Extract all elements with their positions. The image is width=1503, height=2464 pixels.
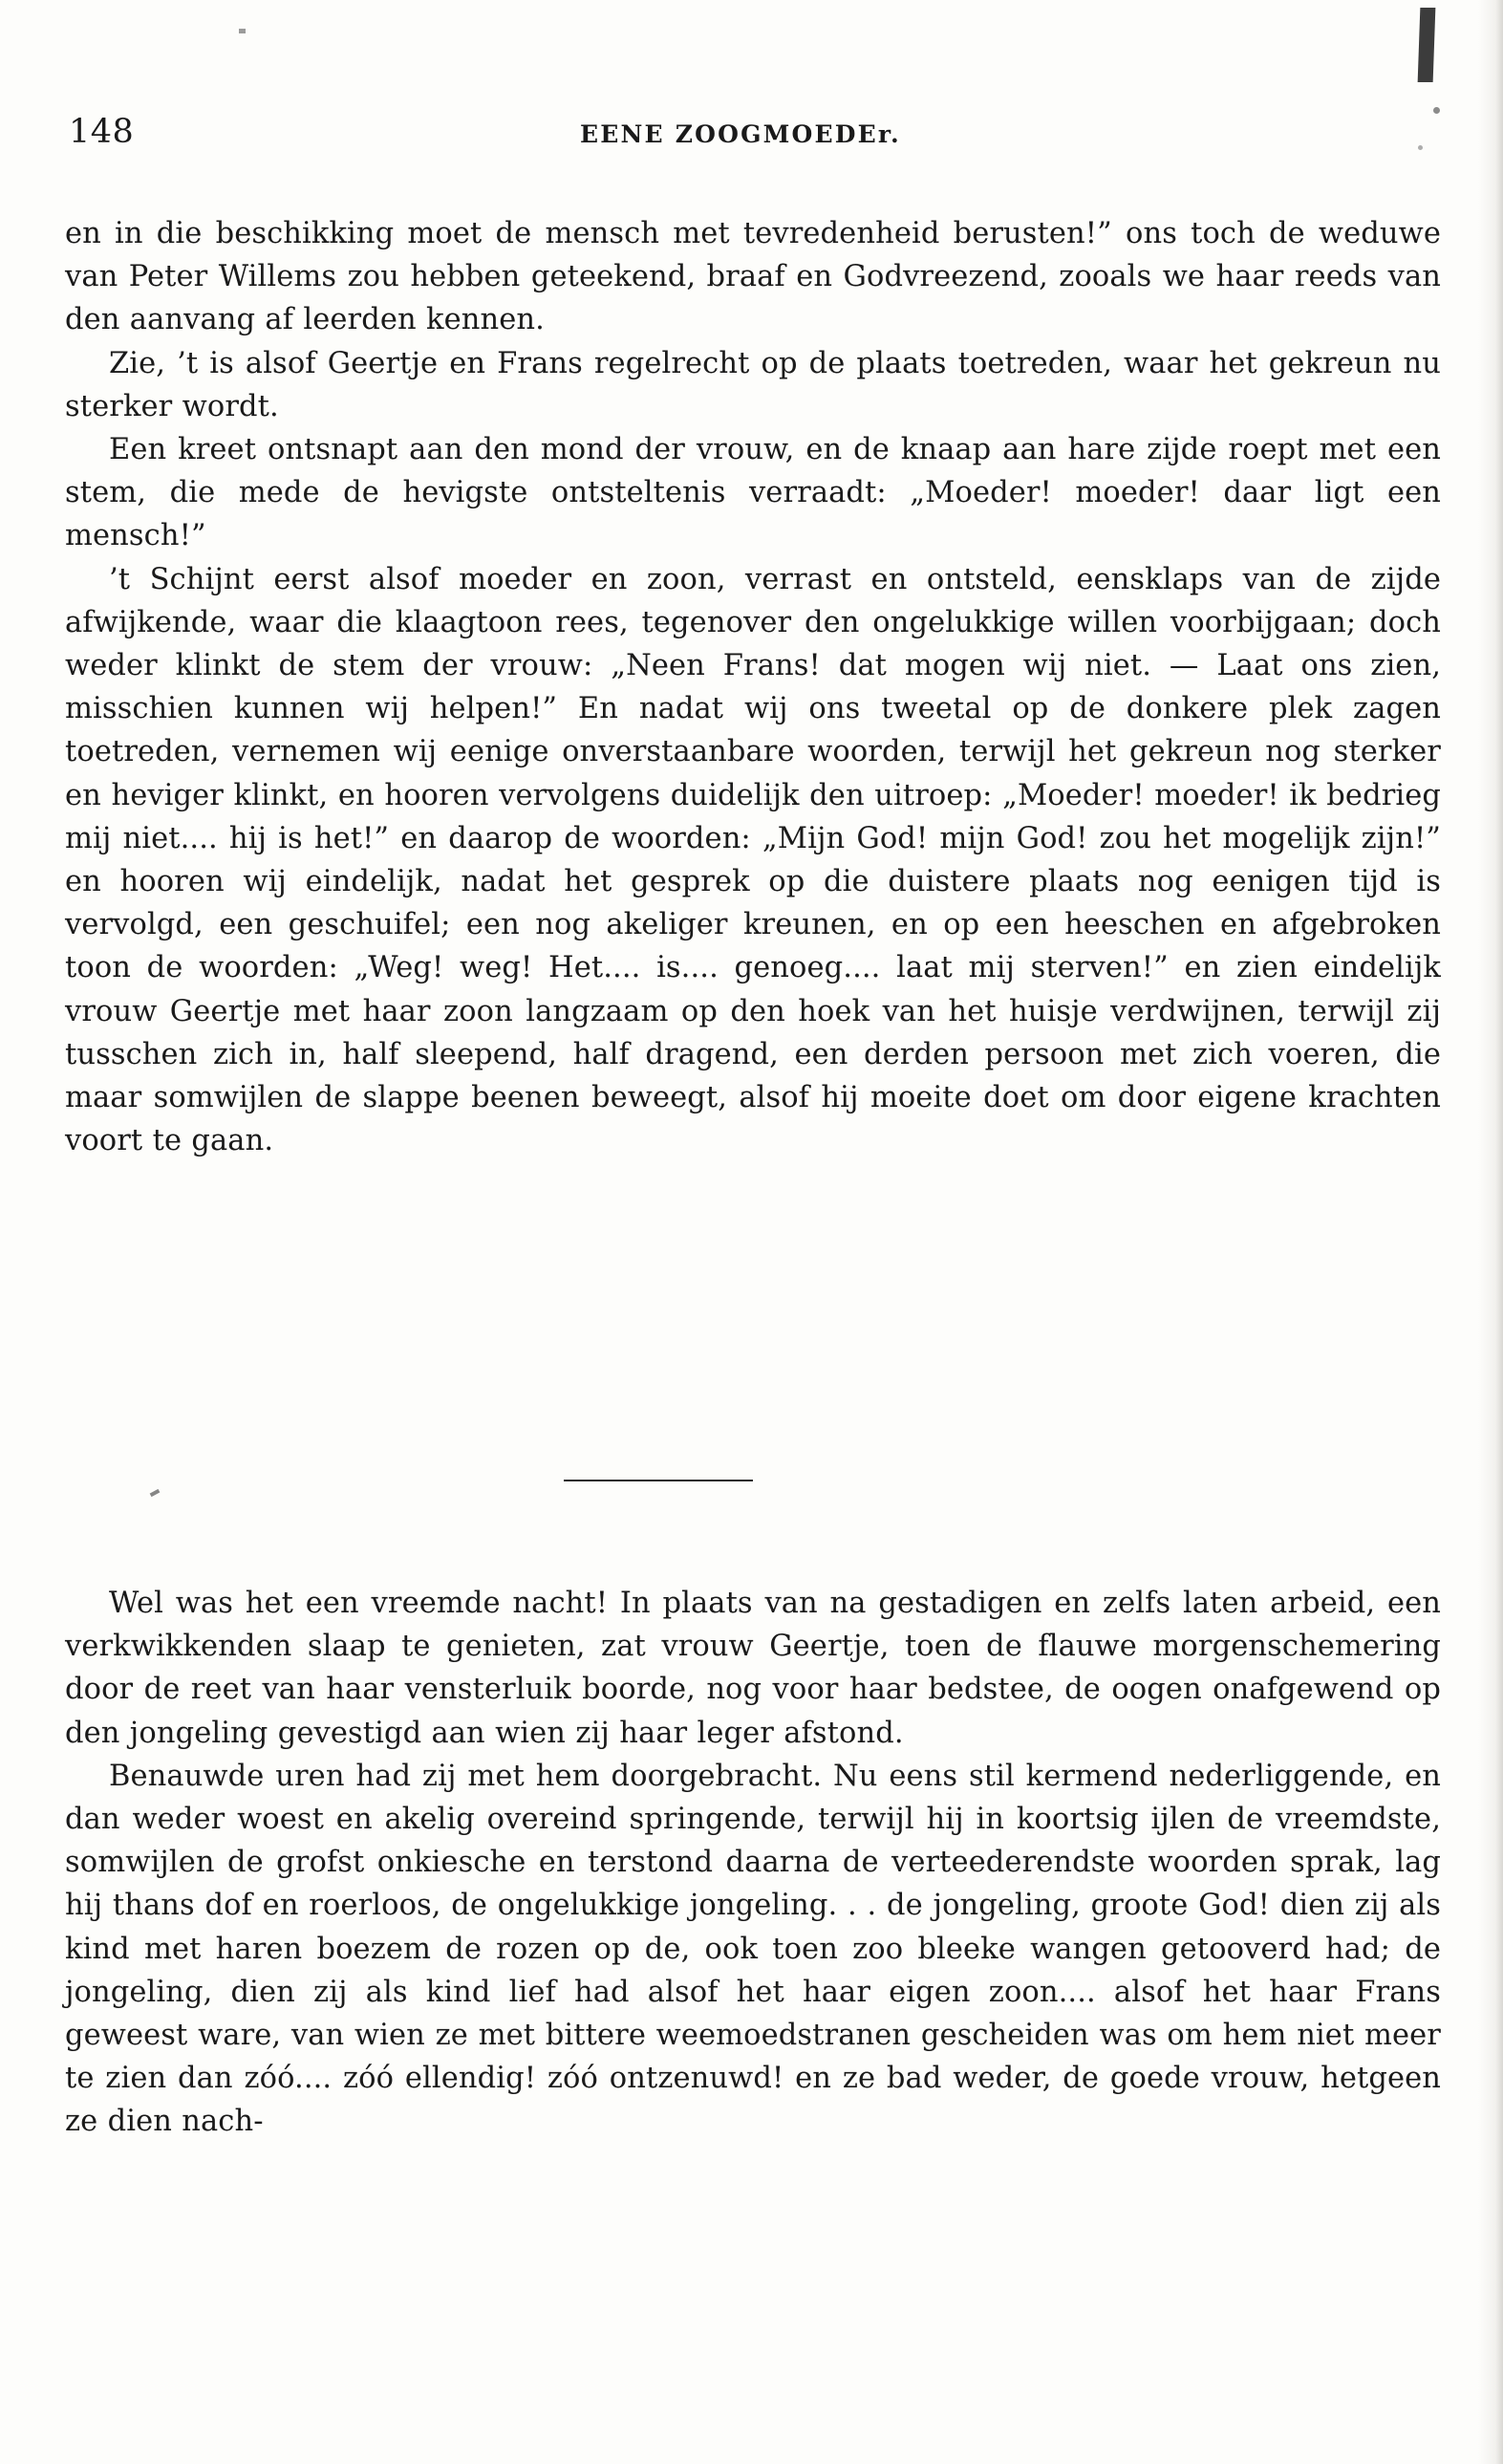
running-head bbox=[0, 113, 1503, 151]
running-head-title: EENE ZOOGMOEDEr. bbox=[580, 120, 901, 148]
paragraph: Wel was het een vreemde nacht! In plaats van na gestadigen en zelfs laten arbeid, een verkwikkenden slaap te genieten, zat vrouw Geertje, toen de flauwe morgenschemering door de reet van haar vensterluik boorde, nog voor haar bedstee, de oogen onafgewend op den jongeling gevestigd aan wien zij haar leger afstond. bbox=[65, 1587, 1441, 1750]
paragraph: Zie, ’t is alsof Geertje en Frans regelrecht op de plaats toetreden, waar het gekreun nu sterker wordt. bbox=[65, 346, 1441, 423]
body-text-block-upper bbox=[65, 212, 1441, 1162]
scan-speck bbox=[239, 29, 246, 33]
body-text-block-lower bbox=[65, 1582, 1441, 2144]
paragraph: Een kreet ontsnapt aan den mond der vrouw, en de knaap aan hare zijde roept met een stem, die mede de hevigste ontsteltenis verraadt: „Moeder! moeder! daar ligt een mensch!” bbox=[65, 433, 1441, 553]
paragraph: en in die beschikking moet de mensch met tevredenheid berusten!” ons toch de weduwe van Peter Willems zou hebben geteekend, braaf en Godvreezend, zooals we haar reeds van den aanvang af leerden kennen. bbox=[65, 217, 1441, 337]
scan-speck bbox=[150, 1489, 161, 1497]
page-number: 148 bbox=[69, 113, 135, 151]
paragraph: ’t Schijnt eerst alsof moeder en zoon, verrast en ontsteld, eensklaps van de zijde afwijkende, waar die klaagtoon rees, tegenover den ongelukkige willen voorbijgaan; doch weder klinkt de stem der vrouw: „Neen Frans! dat mogen wij niet. — Laat ons zien, misschien kunnen wij helpen!” En nadat wij ons tweetal op de donkere plek zagen toetreden, vernemen wij eenige onverstaanbare woorden, terwijl het gekreun nog sterker en heviger klinkt, en hooren vervolgens duidelijk den uitroep: „Moeder! moeder! ik bedrieg mij niet.... hij is het!” en daarop de woorden: „Mijn God! mijn God! zou het mogelijk zijn!” en hooren wij eindelijk, nadat het gesprek op die duistere plaats nog eenigen tijd is vervolgd, een geschuifel; een nog akeliger kreunen, en op een heeschen en afgebroken toon de woorden: „Weg! weg! Het.... is.... genoeg.... laat mij sterven!” en zien eindelijk vrouw Geertje met haar zoon langzaam op den hoek van het huisje verdwijnen, terwijl zij tusschen zich in, half sleepend, half dragend, een derden persoon met zich voeren, die maar somwijlen de slappe beenen beweegt, alsof hij moeite doet om door eigene krachten voort te gaan. bbox=[65, 562, 1441, 1158]
page-edge-shadow bbox=[1478, 0, 1503, 2464]
paragraph: Benauwde uren had zij met hem doorgebracht. Nu eens stil kermend nederliggende, en dan weder woest en akelig overeind springende, terwijl hij in koortsig ijlen de vreemdste, somwijlen de grofst onkiesche en terstond daarna de verteederendste woorden sprak, lag hij thans dof en roerloos, de ongelukkige jongeling. . . de jongeling, groote God! dien zij als kind met haren boezem de rozen op de, ook toen zoo bleeke wangen getooverd had; de jongeling, dien zij als kind lief had alsof het haar eigen zoon.... alsof het haar Frans geweest ware, van wien ze met bittere weemoedstranen gescheiden was om hem niet meer te zien dan zóó.... zóó ellendig! zóó ontzenuwd! en ze bad weder, de goede vrouw, hetgeen ze dien nach- bbox=[65, 1759, 1441, 2139]
section-divider-rule bbox=[564, 1480, 753, 1481]
scan-artifact-mark bbox=[1418, 8, 1436, 82]
